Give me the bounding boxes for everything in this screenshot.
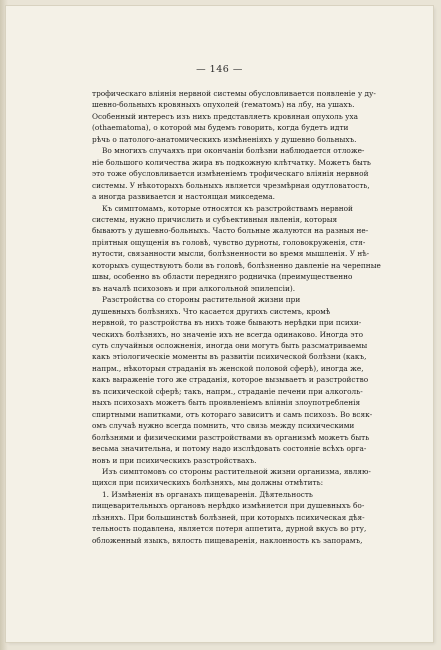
text-line: 1. Измѣненія въ органахъ пищеваренія. Дѣятельность bbox=[102, 489, 313, 499]
page-body-text bbox=[92, 88, 392, 546]
text-line: это тоже обусловливается измѣненіемъ трофическаго вліянія нервной bbox=[92, 169, 369, 179]
text-line: какъ этіологическіе моменты въ развитіи психической болѣзни (какъ, bbox=[92, 352, 367, 362]
text-line: (othaematoma), о которой мы будемъ говорить, когда будетъ идти bbox=[92, 123, 349, 133]
text-line: швы, особенно въ области передняго родничка (преимущественно bbox=[92, 272, 353, 282]
text-line: ческихъ болѣзняхъ, но значеніе ихъ не всегда одинаково. Иногда это bbox=[92, 329, 363, 339]
page-number: — 146 — bbox=[196, 64, 243, 75]
text-line: пріятныя ощущенія въ головѣ, чувство дурноты, головокруженія, стя- bbox=[92, 237, 366, 247]
text-line: нутости, связанности мысли, болѣзненности во время мышленія. У нѣ- bbox=[92, 249, 370, 259]
text-line: въ началѣ психозовъ и при алкогольной эпилепсіи). bbox=[92, 283, 296, 293]
text-line: Особенный интересъ изъ нихъ представляетъ кровяная опухоль уха bbox=[92, 111, 359, 121]
text-line: Къ симптомамъ, которые относятся къ разстройствамъ нервной bbox=[102, 203, 353, 213]
text-line: а иногда развивается и настоящая микседема. bbox=[92, 192, 275, 202]
text-line: ніе большого количества жира въ подкожную клѣтчатку. Можетъ быть bbox=[92, 157, 371, 167]
text-line: рѣчь о патолого-анатомическихъ измѣненіяхъ у душевно больныхъ. bbox=[92, 134, 357, 144]
text-line: какъ выраженіе того же страданія, которое вызываетъ и разстройство bbox=[92, 375, 369, 385]
text-line: обложенный языкъ, вялость пищеваренія, наклонность къ запорамъ, bbox=[92, 535, 363, 545]
text-line: напрм., нѣкоторыя страданія въ женской половой сферѣ), иногда же, bbox=[92, 363, 364, 373]
text-line: Изъ симптомовъ со стороны растительной жизни организма, являю- bbox=[102, 466, 371, 476]
text-line: Во многихъ случаяхъ при окончаніи болѣзни наблюдается отложе- bbox=[102, 146, 365, 156]
text-line: весьма значительна, и потому надо изслѣдовать состояніе всѣхъ орга- bbox=[92, 444, 367, 454]
text-line: спиртными напитками, отъ котораго зависитъ и самъ психозъ. Во всяк- bbox=[92, 409, 373, 419]
book-page bbox=[6, 6, 433, 642]
text-line: щихся при психическихъ болѣзняхъ, мы должны отмѣтить: bbox=[92, 478, 324, 488]
text-line: лѣзняхъ. При большинствѣ болѣзней, при которыхъ психическая дѣя- bbox=[92, 512, 365, 522]
text-line: новъ и при психическихъ разстройствахъ. bbox=[92, 455, 257, 465]
text-line: системы, нужно причислить и субъективныя явленія, которыя bbox=[92, 214, 338, 224]
text-line: системы. У нѣкоторыхъ больныхъ является чрезмѣрная одутловатость, bbox=[92, 180, 370, 190]
text-line: ныхъ психозахъ можетъ быть проявленіемъ вліянія злоупотребленія bbox=[92, 398, 361, 408]
text-line: которыхъ существуютъ боли въ головѣ, болѣзненно давленіе на черепные bbox=[92, 260, 381, 270]
text-line: душевныхъ болѣзняхъ. Что касается другихъ системъ, кромѣ bbox=[92, 306, 331, 316]
text-line: въ психической сферѣ; такъ, напрм., страданіе печени при алкоголь- bbox=[92, 386, 363, 396]
text-line: тельность подавлена, является потеря аппетита, дурной вкусъ во рту, bbox=[92, 524, 367, 534]
text-line: суть случайныя осложненія, иногда они могутъ быть разсматриваемы bbox=[92, 340, 368, 350]
text-line: болѣзнями и физическими разстройствами въ организмѣ можетъ быть bbox=[92, 432, 370, 442]
text-line: трофическаго вліянія нервной системы обусловливается появленіе у ду- bbox=[92, 89, 376, 98]
text-line: бываютъ у душевно-больныхъ. Часто больные жалуются на разныя не- bbox=[92, 226, 369, 236]
text-line: пищеварительныхъ органовъ нерѣдко измѣняется при душевныхъ бо- bbox=[92, 501, 365, 511]
text-line: нервной, то разстройства въ нихъ тоже бываютъ нерѣдки при психи- bbox=[92, 318, 362, 328]
text-line: Разстройства со стороны растительной жизни при bbox=[102, 295, 301, 305]
text-line: омъ случаѣ нужно всегда помнить, что связь между психическими bbox=[92, 421, 355, 431]
text-line: шевно-больныхъ кровяныхъ опухолей (гематомъ) на лбу, на ушахъ. bbox=[92, 100, 355, 110]
